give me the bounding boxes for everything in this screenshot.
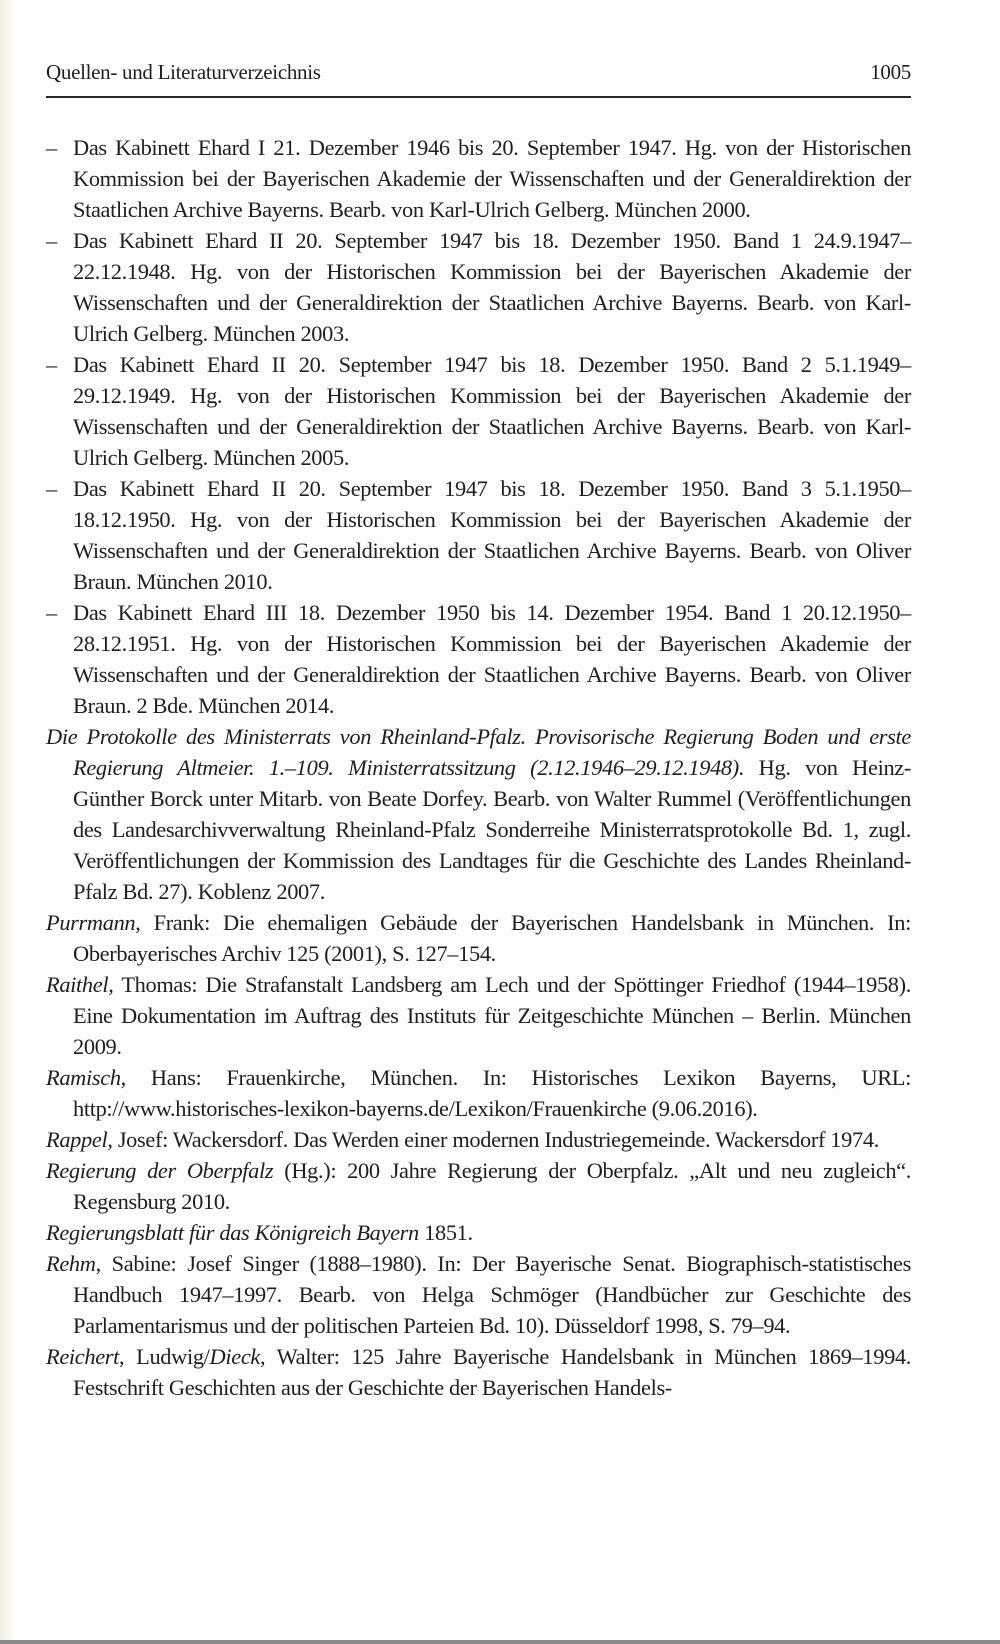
entry-text: Das Kabinett Ehard II 20. September 1947 bis 18. Dezember 1950. Band 3 5.1.1950–18.12.1950. Hg. von der Historischen Kommission bei der Bayerischen Akademie der Wissenschaften und der Generaldirektion der Staatlichen Archive Bayerns. Bearb. von Oliver Braun. München 2010. [73, 476, 911, 594]
bibliography-entry [46, 969, 911, 1062]
entry-text: (Hg.): 200 Jahre Regierung der Oberpfalz. „Alt und neu zugleich“. Regensburg 2010. [73, 1158, 912, 1214]
author-surname: Rappel [46, 1127, 108, 1152]
bibliography-subentry [46, 132, 911, 225]
bibliography-entry [46, 1341, 911, 1403]
dash-marker: – [46, 228, 57, 253]
author-surname: Reichert [46, 1344, 120, 1369]
author-surname: Ramisch [46, 1065, 121, 1090]
bibliography-entry [46, 1248, 911, 1341]
entry-text: 1851. [418, 1220, 473, 1245]
entry-text: , Josef: Wackersdorf. Das Werden einer modernen Industriegemeinde. Wackersdorf 1974. [107, 1127, 879, 1152]
page-number: 1005 [870, 60, 911, 84]
dash-marker: – [46, 600, 57, 625]
entry-text: , Walter: 125 Jahre Bayerische Handelsbank in München 1869–1994. Festschrift Geschichten aus der Geschichte der Bayerischen Handels- [73, 1344, 912, 1400]
running-head-title: Quellen- und Literaturverzeichnis [46, 60, 321, 84]
author-surname: Raithel [46, 972, 109, 997]
bibliography-entry [46, 1062, 911, 1124]
coauthor-surname: Dieck [209, 1344, 261, 1369]
entry-title-italic: Regierungsblatt für das Königreich Bayern [46, 1220, 419, 1245]
entry-text: Das Kabinett Ehard I 21. Dezember 1946 bis 20. September 1947. Hg. von der Historischen Kommission bei der Bayerischen Akademie der Wissenschaften und der Generaldirektion der Staatlichen Archive Bayerns. Bearb. von Karl-Ulrich Gelberg. München 2000. [73, 135, 911, 222]
dash-marker: – [46, 352, 57, 377]
book-page [46, 60, 911, 1403]
bibliography-list [46, 132, 911, 1403]
author-surname: Rehm [46, 1251, 96, 1276]
entry-text: , Thomas: Die Strafanstalt Landsberg am Lech und der Spöttinger Friedhof (1944–1958). Eine Dokumentation im Auftrag des Instituts für Zeitgeschichte München – Berlin. München 2009. [73, 972, 911, 1059]
bibliography-entry [46, 1217, 911, 1248]
page-bottom-edge [0, 1640, 1000, 1644]
bibliography-entry [46, 721, 911, 907]
bibliography-entry [46, 1124, 911, 1155]
bibliography-subentry [46, 597, 911, 721]
entry-text: Das Kabinett Ehard III 18. Dezember 1950 bis 14. Dezember 1954. Band 1 20.12.1950–28.12.1951. Hg. von der Historischen Kommission bei der Bayerischen Akademie der Wissenschaften und der Generaldirektion der Staatlichen Archive Bayerns. Bearb. von Oliver Braun. 2 Bde. München 2014. [73, 600, 911, 718]
author-surname: Purrmann [46, 910, 136, 935]
author-institution: Regierung der Oberpfalz [46, 1158, 274, 1183]
entry-text: , Sabine: Josef Singer (1888–1980). In: Der Bayerische Senat. Biographisch-statistisches Handbuch 1947–1997. Bearb. von Helga Schmöger (Handbücher zur Geschichte des Parlamentarismus und der politischen Parteien Bd. 10). Düsseldorf 1998, S. 79–94. [73, 1251, 911, 1338]
bibliography-subentry [46, 225, 911, 349]
bibliography-entry [46, 1155, 911, 1217]
entry-text: Hg. von Heinz-Günther Borck unter Mitarb. von Beate Dorfey. Bearb. von Walter Rummel (Veröffentlichungen des Landesarchivverwaltung Rheinland-Pfalz Sonderreihe Ministerratsprotokolle Bd. 1, zugl. Veröffentlichungen der Kommission des Landtages für die Geschichte des Landes Rheinland-Pfalz Bd. 27). Koblenz 2007. [73, 755, 911, 904]
bibliography-entry [46, 907, 911, 969]
entry-text: , Frank: Die ehemaligen Gebäude der Bayerischen Handelsbank in München. In: Oberbayerisches Archiv 125 (2001), S. 127–154. [73, 910, 911, 966]
page-left-edge-shadow [0, 0, 14, 1644]
dash-marker: – [46, 476, 57, 501]
entry-text: Das Kabinett Ehard II 20. September 1947 bis 18. Dezember 1950. Band 2 5.1.1949–29.12.1949. Hg. von der Historischen Kommission bei der Bayerischen Akademie der Wissenschaften und der Generaldirektion der Staatlichen Archive Bayerns. Bearb. von Karl-Ulrich Gelberg. München 2005. [73, 352, 911, 470]
entry-title-italic: Die Protokolle des Ministerrats von Rheinland-Pfalz. Provisorische Regierung Boden und erste Regierung Altmeier. 1.–109. Ministerratssitzung [46, 724, 911, 780]
entry-text: , Hans: Frauenkirche, München. In: Historisches Lexikon Bayerns, URL: http://www.historisches-lexikon-bayerns.de/Lexikon/Frauenkirche (9.06.2016). [73, 1065, 911, 1121]
running-head [46, 60, 911, 98]
entry-title-italic-tail: (2.12.1946–29.12.1948). [515, 755, 745, 780]
dash-marker: – [46, 135, 57, 160]
entry-text: Das Kabinett Ehard II 20. September 1947 bis 18. Dezember 1950. Band 1 24.9.1947–22.12.1948. Hg. von der Historischen Kommission bei der Bayerischen Akademie der Wissenschaften und der Generaldirektion der Staatlichen Archive Bayerns. Bearb. von Karl-Ulrich Gelberg. München 2003. [73, 228, 911, 346]
bibliography-subentry [46, 349, 911, 473]
bibliography-subentry [46, 473, 911, 597]
entry-text-separator: , Ludwig/ [119, 1344, 210, 1369]
